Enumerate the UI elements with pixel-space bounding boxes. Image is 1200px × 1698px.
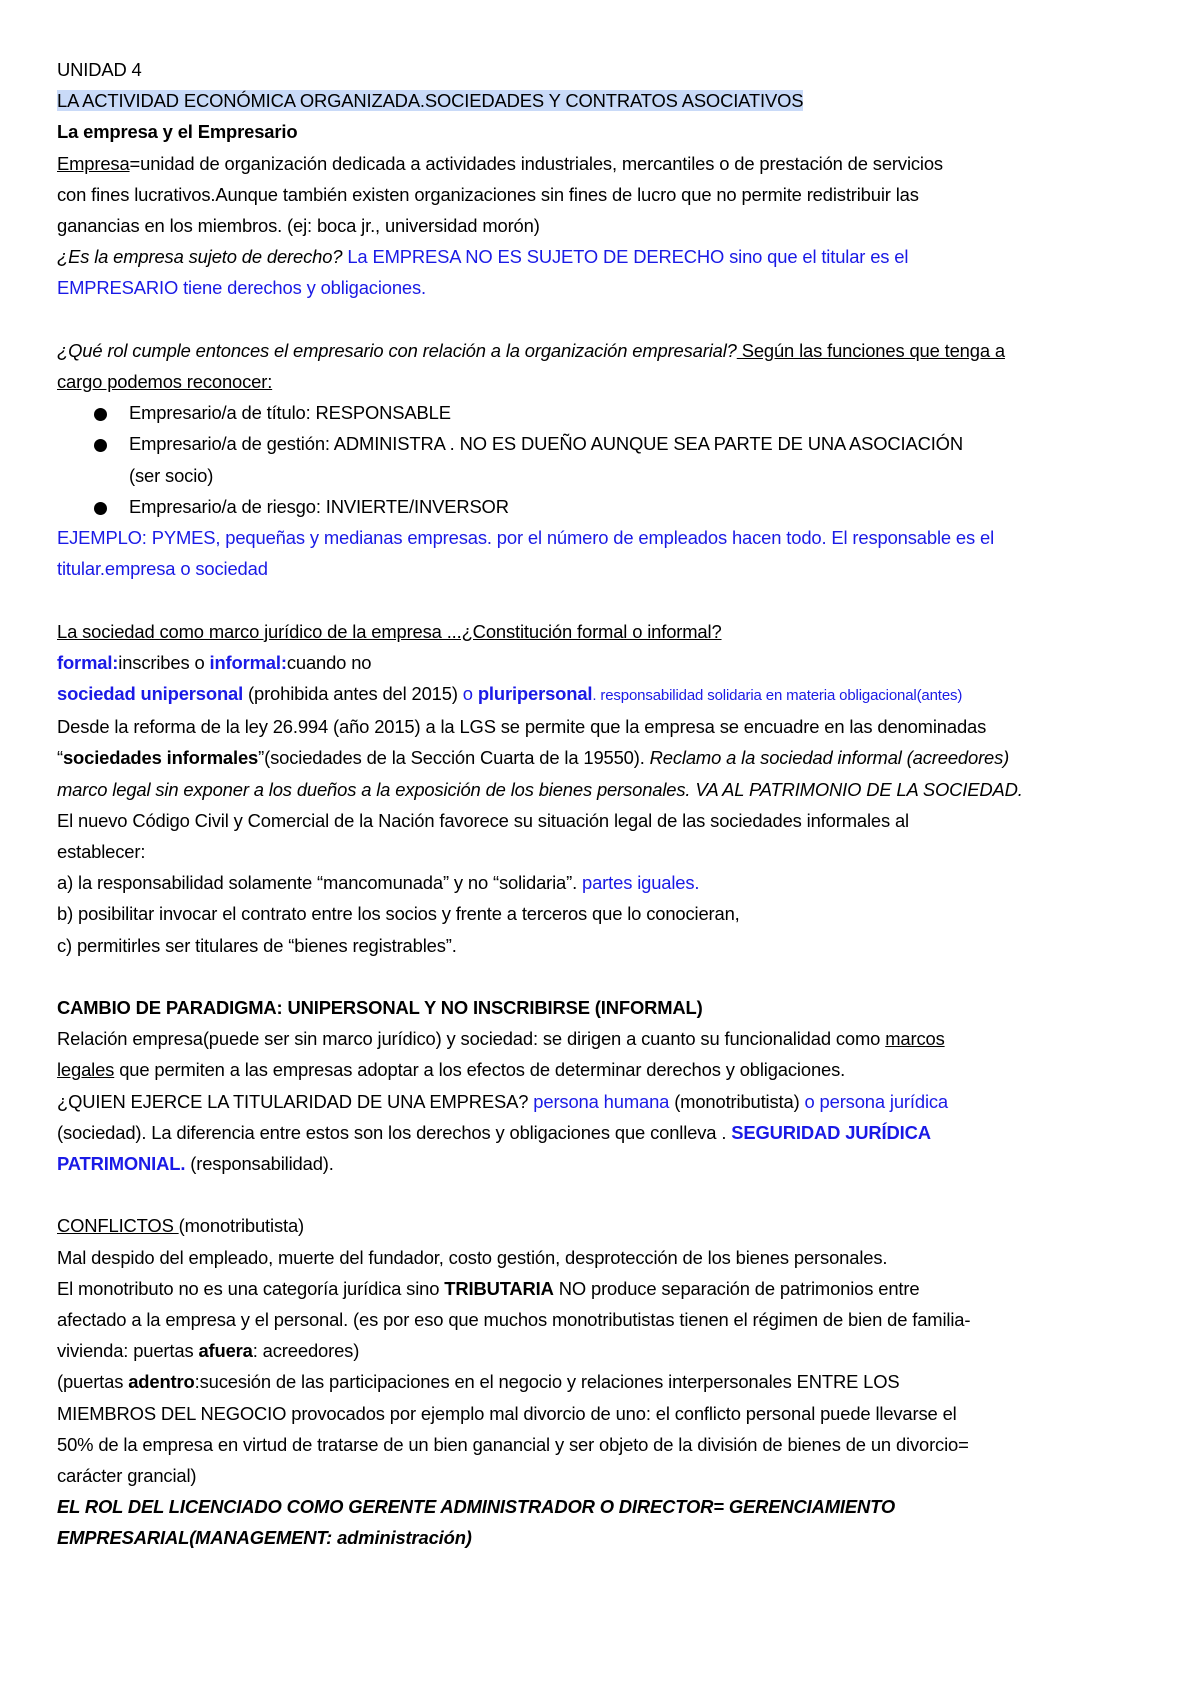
patrimonial-term: PATRIMONIAL. xyxy=(57,1153,186,1175)
conflictos-line-4 xyxy=(57,1335,1157,1366)
example-line-1: EJEMPLO: PYMES, pequeñas y medianas empresas. por el número de empleados hacen todo. El responsable es el xyxy=(57,527,995,549)
relacion-text-2: que permiten a las empresas adoptar a los efectos de determinar derechos y obligaciones. xyxy=(114,1059,846,1081)
sujeto-derecho-line-2: EMPRESARIO tiene derechos y obligaciones. xyxy=(57,277,426,299)
item-a-note: partes iguales. xyxy=(582,872,700,894)
titularidad-line-1 xyxy=(57,1086,1157,1117)
sujeto-derecho-line-1 xyxy=(57,241,1157,272)
rol-question: ¿Qué rol cumple entonces el empresario con relación a la organización empresarial? xyxy=(57,339,737,361)
reform-line-3: marco legal sin exponer a los dueños a la exposición de los bienes personales. VA AL PATRIMONIO DE LA SOCIEDAD. xyxy=(57,778,1023,800)
closing-line-2: EMPRESARIAL(MANAGEMENT: administración) xyxy=(57,1527,472,1549)
empresa-term: Empresa xyxy=(57,152,130,174)
item-a-text: a) la responsabilidad solamente “mancomunada” y no “solidaria”. xyxy=(57,872,583,894)
persona-juridica: o persona jurídica xyxy=(804,1090,949,1112)
item-a xyxy=(57,867,1157,898)
informal-term: informal: xyxy=(209,651,287,673)
rol-lead-2: cargo podemos reconocer: xyxy=(57,371,273,393)
formal-informal-line xyxy=(57,647,1157,678)
reform-line-1: Desde la reforma de la ley 26.994 (año 2015) a la LGS se permite que la empresa se encuadre en las denominadas xyxy=(57,716,987,738)
empresa-definition-line-3: ganancias en los miembros. (ej: boca jr., universidad morón) xyxy=(57,215,540,237)
reform-text: ”(sociedades de la Sección Cuarta de la 19550). xyxy=(258,747,650,769)
titularidad-line-3 xyxy=(57,1148,1157,1179)
bullet-icon xyxy=(94,439,107,452)
spacer xyxy=(57,1179,1157,1210)
empresario-roles-list xyxy=(57,397,1157,522)
list-item xyxy=(57,491,1157,522)
conflictos-term: CONFLICTOS xyxy=(57,1215,179,1237)
list-item xyxy=(57,428,1157,490)
responsabilidad-text: (responsabilidad). xyxy=(185,1153,334,1175)
conflictos-line-7: 50% de la empresa en virtud de tratarse de un bien ganancial y ser objeto de la división de bienes de un divorcio= xyxy=(57,1433,969,1455)
relacion-text: Relación empresa(puede ser sin marco jurídico) y sociedad: se dirigen a cuanto su funcionalidad como xyxy=(57,1028,886,1050)
sucesion-text: :sucesión de las participaciones en el negocio y relaciones interpersonales ENTRE LOS xyxy=(194,1371,900,1393)
sujeto-derecho-question: ¿Es la empresa sujeto de derecho? xyxy=(57,246,343,268)
spacer xyxy=(57,304,1157,335)
vivienda-text: vivienda: puertas xyxy=(57,1340,199,1362)
conflictos-line-2 xyxy=(57,1273,1157,1304)
puertas-text: (puertas xyxy=(57,1371,129,1393)
diferencia-text: (sociedad). La diferencia entre estos son los derechos y obligaciones que conlleva . xyxy=(57,1121,732,1143)
bullet-icon xyxy=(94,408,107,421)
relacion-line-1 xyxy=(57,1023,1157,1054)
conflictos-text: El monotributo no es una categoría jurídica sino xyxy=(57,1277,445,1299)
list-item-text: Empresario/a de riesgo: INVIERTE/INVERSOR xyxy=(129,495,509,517)
conflictos-line-1: Mal despido del empleado, muerte del fundador, costo gestión, desprotección de los bienes personales. xyxy=(57,1246,888,1268)
afuera-term: afuera xyxy=(198,1340,253,1362)
sociedades-informales-term: sociedades informales xyxy=(62,747,259,769)
unipersonal-term: sociedad unipersonal xyxy=(57,683,244,705)
spacer xyxy=(57,961,1157,992)
titularidad-line-2 xyxy=(57,1117,1157,1148)
item-c: c) permitirles ser titulares de “bienes registrables”. xyxy=(57,934,457,956)
unit-label: UNIDAD 4 xyxy=(57,59,142,80)
list-item xyxy=(57,397,1157,428)
list-item-text: Empresario/a de título: RESPONSABLE xyxy=(129,402,451,424)
conflictos-heading xyxy=(57,1210,1157,1241)
section-subtitle: La empresa y el Empresario xyxy=(57,121,298,143)
conflictos-line-3: afectado a la empresa y el personal. (es por eso que muchos monotributistas tienen el régimen de bien de familia- xyxy=(57,1309,971,1331)
persona-humana: persona humana xyxy=(533,1090,670,1112)
pluripersonal-note: . responsabilidad solidaria en materia obligacional(antes) xyxy=(592,687,963,705)
empresa-definition-line-2: con fines lucrativos.Aunque también existen organizaciones sin fines de lucro que no permite redistribuir las xyxy=(57,183,919,205)
example-line-2: titular.empresa o sociedad xyxy=(57,558,268,580)
paradigma-heading: CAMBIO DE PARADIGMA: UNIPERSONAL Y NO INSCRIBIRSE (INFORMAL) xyxy=(57,997,703,1019)
reform-italic: Reclamo a la sociedad informal (acreedores) xyxy=(649,747,1010,769)
conflictos-line-5 xyxy=(57,1366,1157,1397)
tributaria-term: TRIBUTARIA xyxy=(444,1277,554,1299)
conflictos-note: (monotributista) xyxy=(178,1215,305,1237)
list-item-text: Empresario/a de gestión: ADMINISTRA . NO ES DUEÑO AUNQUE SEA PARTE DE UNA ASOCIACIÓN xyxy=(129,433,963,455)
sociedad-heading: La sociedad como marco jurídico de la empresa ...¿Constitución formal o informal? xyxy=(57,620,722,642)
document-title-text: LA ACTIVIDAD ECONÓMICA ORGANIZADA.SOCIEDADES Y CONTRATOS ASOCIATIVOS xyxy=(57,90,804,112)
codigo-line-1: El nuevo Código Civil y Comercial de la Nación favorece su situación legal de las sociedades informales al xyxy=(57,809,909,831)
titularidad-question: ¿QUIEN EJERCE LA TITULARIDAD DE UNA EMPRESA? xyxy=(57,1090,534,1112)
closing-line-1: EL ROL DEL LICENCIADO COMO GERENTE ADMINISTRADOR O DIRECTOR= GERENCIAMIENTO xyxy=(57,1496,896,1518)
conflictos-text-2: NO produce separación de patrimonios entre xyxy=(553,1277,920,1299)
empresa-def-1: =unidad de organización dedicada a actividades industriales, mercantiles o de prestación de servicios xyxy=(129,152,943,174)
item-b: b) posibilitar invocar el contrato entre los socios y frente a terceros que lo conocieran, xyxy=(57,903,740,925)
list-item-continuation: (ser socio) xyxy=(129,464,214,486)
bullet-icon xyxy=(94,502,107,515)
rol-question-line-1 xyxy=(57,335,1157,366)
codigo-line-2: establecer: xyxy=(57,841,146,863)
document-page xyxy=(57,54,1157,1554)
acreedores-text: : acreedores) xyxy=(252,1340,360,1362)
pluripersonal-term: pluripersonal xyxy=(477,683,593,705)
unipersonal-line xyxy=(57,678,1157,711)
adentro-term: adentro xyxy=(128,1371,195,1393)
monotributista-text: (monotributista) xyxy=(669,1090,805,1112)
formal-text: inscribes o xyxy=(118,651,210,673)
formal-term: formal: xyxy=(57,651,119,673)
reform-quote: “ xyxy=(57,747,63,769)
rol-lead-1: Según las funciones que tenga a xyxy=(736,339,1005,361)
empresa-definition-line-1 xyxy=(57,148,1157,179)
relacion-line-2 xyxy=(57,1054,1157,1085)
spacer xyxy=(57,584,1157,615)
sujeto-derecho-answer: La EMPRESA NO ES SUJETO DE DERECHO sino que el titular es el xyxy=(342,246,909,268)
reform-line-2 xyxy=(57,742,1157,773)
marcos-term: marcos xyxy=(885,1028,945,1050)
document-title xyxy=(57,85,1157,116)
unipersonal-text: (prohibida antes del 2015) xyxy=(243,683,463,705)
conflictos-line-6: MIEMBROS DEL NEGOCIO provocados por ejemplo mal divorcio de uno: el conflicto personal puede llevarse el xyxy=(57,1402,957,1424)
legales-term: legales xyxy=(57,1059,115,1081)
o-text: o xyxy=(462,683,478,705)
informal-text: cuando no xyxy=(286,651,372,673)
conflictos-line-8: carácter grancial) xyxy=(57,1465,197,1487)
seguridad-juridica: SEGURIDAD JURÍDICA xyxy=(731,1121,931,1143)
